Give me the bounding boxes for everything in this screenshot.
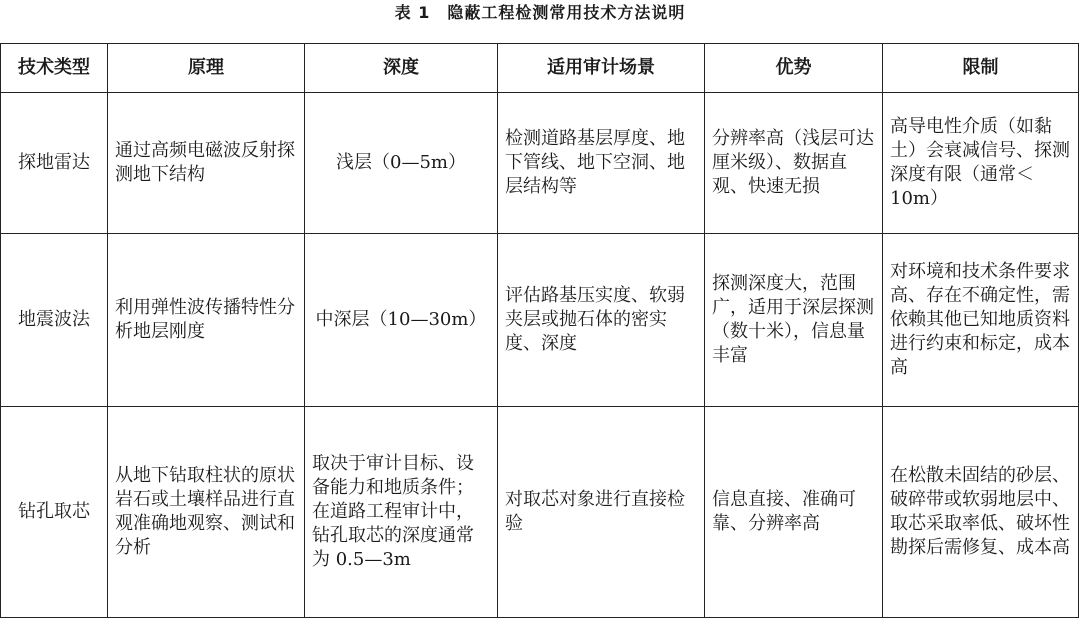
header-limitation: 限制 [883, 44, 1079, 93]
cell-type: 钻孔取芯 [1, 407, 108, 618]
cell-scenario: 检测道路基层厚度、地下管线、地下空洞、地层结构等 [498, 93, 705, 234]
table-row [1, 234, 1079, 407]
table-row [1, 407, 1079, 618]
cell-depth: 取决于审计目标、设备能力和地质条件；在道路工程审计中，钻孔取芯的深度通常为 0.5—3m [305, 407, 498, 618]
table-row [1, 93, 1079, 234]
table-header-row [1, 44, 1079, 93]
cell-advantage: 信息直接、准确可靠、分辨率高 [705, 407, 883, 618]
cell-advantage: 探测深度大，范围广，适用于深层探测（数十米），信息量丰富 [705, 234, 883, 407]
cell-type: 探地雷达 [1, 93, 108, 234]
table-caption: 表 1 隐蔽工程检测常用技术方法说明 [394, 3, 686, 22]
header-principle: 原理 [108, 44, 305, 93]
cell-type: 地震波法 [1, 234, 108, 407]
cell-depth: 浅层（0—5m） [305, 93, 498, 234]
cell-principle: 从地下钻取柱状的原状岩石或土壤样品进行直观准确地观察、测试和分析 [108, 407, 305, 618]
header-depth: 深度 [305, 44, 498, 93]
cell-scenario: 对取芯对象进行直接检验 [498, 407, 705, 618]
cell-advantage: 分辨率高（浅层可达厘米级）、数据直观、快速无损 [705, 93, 883, 234]
header-type: 技术类型 [1, 44, 108, 93]
header-scenario: 适用审计场景 [498, 44, 705, 93]
cell-principle: 利用弹性波传播特性分析地层刚度 [108, 234, 305, 407]
methods-table [0, 43, 1079, 618]
cell-principle: 通过高频电磁波反射探测地下结构 [108, 93, 305, 234]
cell-limitation: 高导电性介质（如黏土）会衰减信号、探测深度有限（通常＜10m） [883, 93, 1079, 234]
cell-limitation: 对环境和技术条件要求高、存在不确定性，需依赖其他已知地质资料进行约束和标定，成本高 [883, 234, 1079, 407]
cell-limitation: 在松散未固结的砂层、破碎带或软弱地层中、取芯采取率低、破坏性勘探后需修复、成本高 [883, 407, 1079, 618]
cell-depth: 中深层（10—30m） [305, 234, 498, 407]
cell-scenario: 评估路基压实度、软弱夹层或抛石体的密实度、深度 [498, 234, 705, 407]
header-advantage: 优势 [705, 44, 883, 93]
